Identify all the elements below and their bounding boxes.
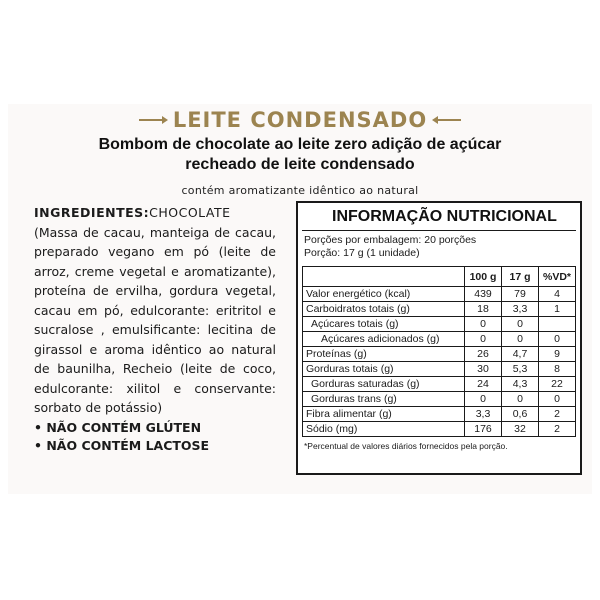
subtitle-line-2: recheado de leite condensado	[185, 156, 415, 173]
portion-size: Porção: 17 g (1 unidade)	[304, 247, 420, 259]
value-per-100g: 176	[465, 422, 502, 437]
nutrient-label: Gorduras saturadas (g)	[303, 377, 465, 392]
table-row	[303, 362, 576, 377]
nutrient-label: Gorduras totais (g)	[303, 362, 465, 377]
value-vd: 0	[539, 392, 576, 407]
value-per-portion: 5,3	[502, 362, 539, 377]
value-per-portion: 32	[502, 422, 539, 437]
value-per-portion: 0	[502, 317, 539, 332]
value-vd	[539, 317, 576, 332]
table-row	[303, 407, 576, 422]
left-ornament-icon	[139, 119, 163, 121]
value-per-100g: 24	[465, 377, 502, 392]
value-per-100g: 0	[465, 317, 502, 332]
value-per-100g: 3,3	[465, 407, 502, 422]
nutrient-label: Fibra alimentar (g)	[303, 407, 465, 422]
ingredients-heading: INGREDIENTES:	[34, 205, 150, 220]
ingredients-first-word: CHOCOLATE	[149, 205, 231, 220]
value-per-100g: 26	[465, 347, 502, 362]
brand-title: LEITE CONDENSADO	[172, 108, 428, 132]
value-per-portion: 0	[502, 332, 539, 347]
aroma-note: contém aromatizante idêntico ao natural	[181, 184, 419, 197]
column-header-vd: %VD*	[539, 267, 576, 287]
warning-gluten: • NÃO CONTÉM GLÚTEN	[34, 420, 202, 435]
table-row	[303, 392, 576, 407]
table-row	[303, 332, 576, 347]
nutrient-label: Açúcares totais (g)	[303, 317, 465, 332]
warning-lactose: • NÃO CONTÉM LACTOSE	[34, 438, 210, 453]
value-per-100g: 439	[465, 287, 502, 302]
nutrient-label: Sódio (mg)	[303, 422, 465, 437]
brand-banner	[0, 108, 600, 132]
table-row	[303, 422, 576, 437]
table-row	[303, 377, 576, 392]
column-header-label	[303, 267, 465, 287]
column-header-portion: 17 g	[502, 267, 539, 287]
product-description	[0, 135, 600, 175]
vd-footnote: *Percentual de valores diários fornecidos pela porção.	[304, 441, 508, 451]
nutrient-label: Açúcares adicionados (g)	[303, 332, 465, 347]
nutrient-label: Proteínas (g)	[303, 347, 465, 362]
value-vd: 1	[539, 302, 576, 317]
table-row	[303, 302, 576, 317]
value-vd: 4	[539, 287, 576, 302]
nutrition-facts-box	[296, 201, 582, 475]
value-per-100g: 18	[465, 302, 502, 317]
table-header-row	[303, 267, 576, 287]
right-ornament-icon	[437, 119, 461, 121]
column-header-100g: 100 g	[465, 267, 502, 287]
nutrient-label: Valor energético (kcal)	[303, 287, 465, 302]
portions-per-package: Porções por embalagem: 20 porções	[304, 234, 477, 246]
allergen-warnings	[34, 419, 284, 455]
value-per-portion: 0	[502, 392, 539, 407]
ingredients-block	[34, 203, 276, 418]
table-row	[303, 347, 576, 362]
value-per-portion: 3,3	[502, 302, 539, 317]
value-per-100g: 0	[465, 332, 502, 347]
nutrient-label: Gorduras trans (g)	[303, 392, 465, 407]
value-vd: 9	[539, 347, 576, 362]
value-vd: 0	[539, 332, 576, 347]
value-per-portion: 79	[502, 287, 539, 302]
value-per-portion: 0,6	[502, 407, 539, 422]
table-row	[303, 287, 576, 302]
nutrient-label: Carboidratos totais (g)	[303, 302, 465, 317]
value-per-100g: 0	[465, 392, 502, 407]
value-vd: 8	[539, 362, 576, 377]
subtitle-line-1: Bombom de chocolate ao leite zero adição de açúcar	[98, 136, 502, 153]
value-vd: 2	[539, 422, 576, 437]
value-vd: 22	[539, 377, 576, 392]
table-row	[303, 317, 576, 332]
nutrition-title: INFORMAÇÃO NUTRICIONAL	[302, 206, 576, 231]
value-per-portion: 4,3	[502, 377, 539, 392]
value-per-100g: 30	[465, 362, 502, 377]
ingredients-text: (Massa de cacau, manteiga de cacau, preparado vegano em pó (leite de arroz, creme vegetal e aromatizante), proteína de ervilha, gordura vegetal, cacau em pó, edulcorante: eritritol e sucralose , emulsificante: lecitina de girassol e aroma idêntico ao natural de baunilha, Recheio (leite de coco, edulcorante: xilitol e conservante: sorbato de potássio)	[34, 224, 276, 415]
nutrition-table	[302, 266, 576, 437]
value-vd: 2	[539, 407, 576, 422]
value-per-portion: 4,7	[502, 347, 539, 362]
